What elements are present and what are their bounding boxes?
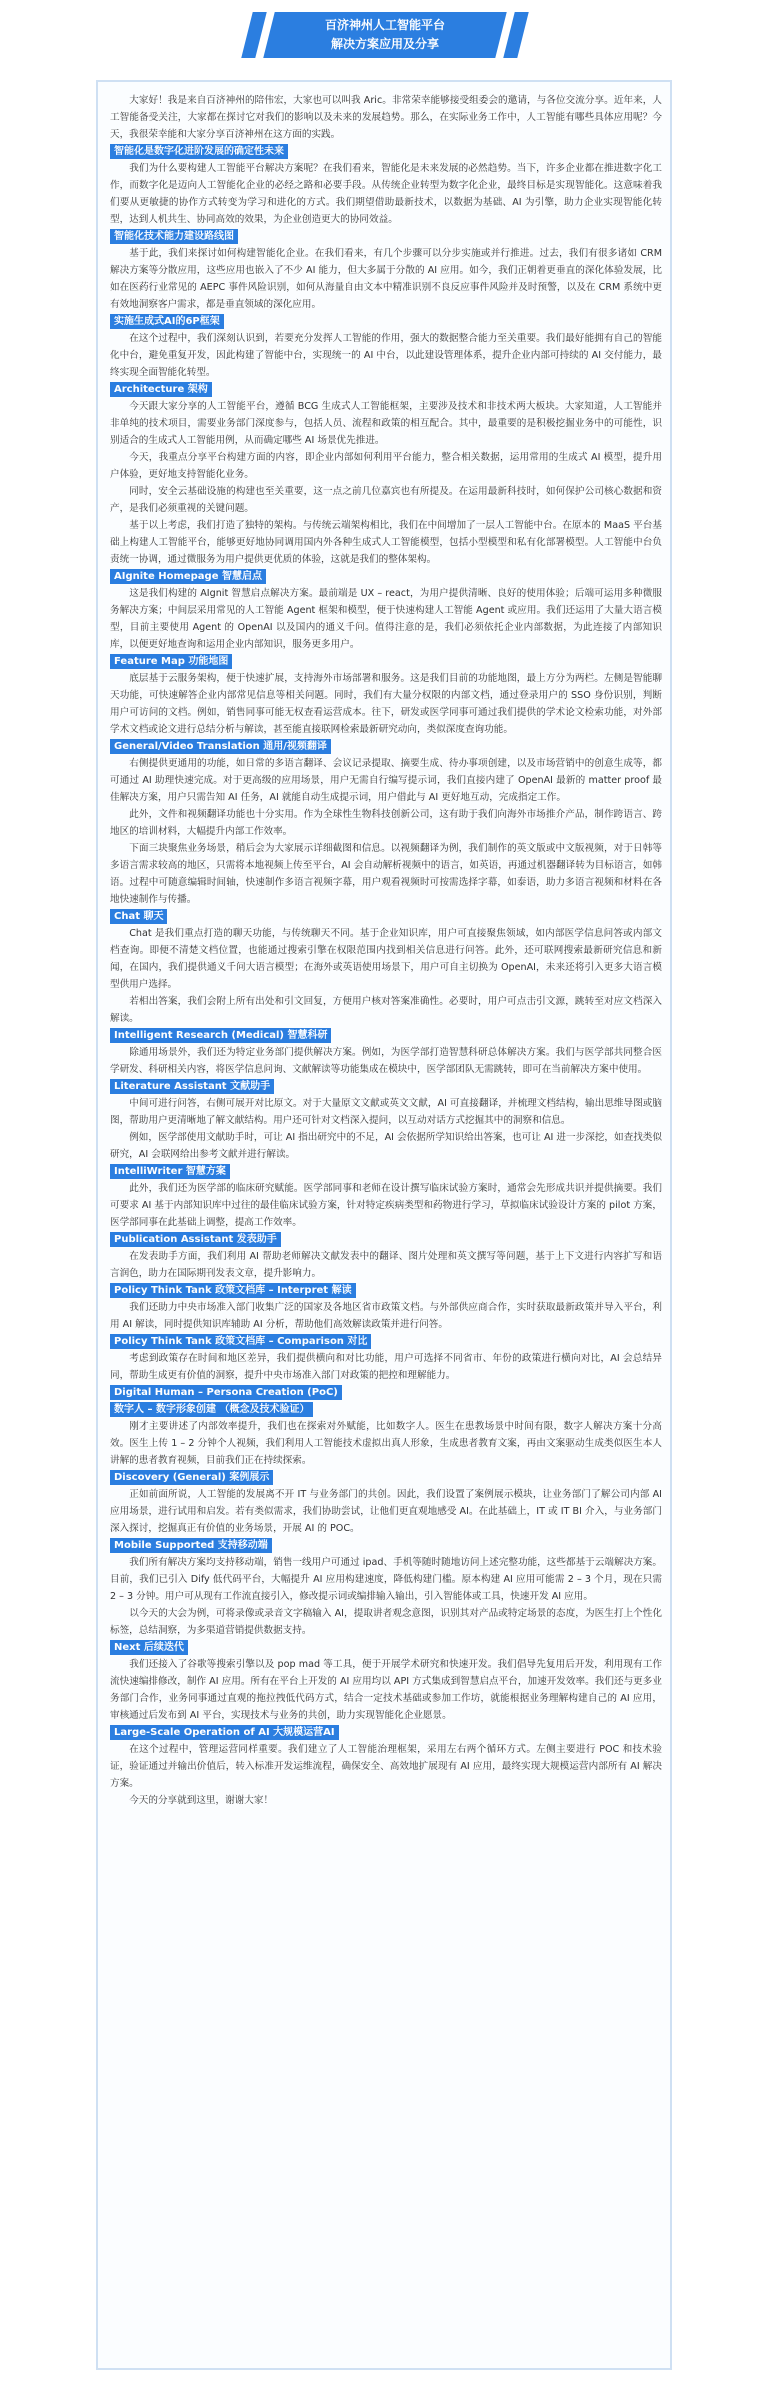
section-heading-row	[110, 653, 662, 670]
body-paragraph: 今天跟大家分享的人工智能平台，遵循 BCG 生成式人工智能框架，主要涉及技术和非技术两大板块。大家知道，人工智能并非单纯的技术项目，需要业务部门深度参与，包括人员、流程和政策的相互配合。其中，最重要的是积极挖掘业务中的可能性，识别适合的生成式人工智能用例，从而确定哪些 AI 场景优先推进。	[110, 401, 662, 446]
section-heading-row	[110, 1724, 662, 1741]
body-paragraph: 大家好！我是来自百济神州的陪伟宏，大家也可以叫我 Aric。非常荣幸能够接受组委会的邀请，与各位交流分享。近年来，人工智能备受关注，大家都在探讨它对我们的影响以及未来的发展趋势。那么，在实际业务工作中，人工智能有哪些具体应用呢？今天，我很荣幸能和大家分享百济神州在这方面的实践。	[110, 95, 662, 140]
section-heading-row	[110, 1401, 662, 1418]
body-paragraph: 我们还助力中央市场准入部门收集广泛的国家及各地区省市政策文档。与外部供应商合作，实时获取最新政策并导入平台，利用 AI 解读，同时提供知识库辅助 AI 分析，帮助他们高效解读政策并进行问答。	[110, 1302, 662, 1330]
body-paragraph: 我们所有解决方案均支持移动端，销售一线用户可通过 ipad、手机等随时随地访问上述完整功能，这些都基于云端解决方案。目前，我们已引入 Dify 低代码平台，大幅提升 AI 应用构建速度，降低构建门槛。原本构建 AI 应用可能需 2 – 3 个月，现在只需 2 – 3 分钟。用户可从现有工作流直接引入，修改提示词或编排输入输出，引入智能体或工具，快速开发 AI 应用。	[110, 1557, 662, 1602]
section-heading: Discovery (General) 案例展示	[110, 1470, 273, 1485]
body-paragraph: 以今天的大会为例，可将录像或录音文字稿输入 AI，提取讲者观念意图，识别其对产品或特定场景的态度，为医生打上个性化标签，总结洞察，为多渠道营销提供数据支持。	[110, 1608, 662, 1636]
section-heading-row	[110, 1078, 662, 1095]
body-paragraph: 底层基于云服务架构，便于快速扩展，支持海外市场部署和服务。这是我们目前的功能地图，最上方分为两栏。左侧是智能聊天功能，可快速解答企业内部常见信息等相关问题。同时，我们有大量分权限的内部文档，通过登录用户的 SSO 身份识别，判断用户可访问的文档。例如，销售同事可能无权查看运营成本。往下，研发或医学同事可通过我们提供的学术论文检索功能，对外部学术文档或论文进行总结分析与解读，甚至能直接联网检索最新研究动向，类似深度查询功能。	[110, 673, 662, 735]
section-heading: Literature Assistant 文献助手	[110, 1079, 274, 1094]
section-heading-row	[110, 908, 662, 925]
section-heading-row	[110, 738, 662, 755]
body-paragraph: 在这个过程中，我们深刻认识到，若要充分发挥人工智能的作用，强大的数据整合能力至关重要。我们最好能拥有自己的智能化中台，避免重复开发，因此构建了智能中台，实现统一的 AI 中台，以此建设管理体系，提升企业内部可持续的 AI 交付能力，最终实现全面智能化转型。	[110, 333, 662, 378]
body-paragraph: 考虑到政策存在时间和地区差异，我们提供横向和对比功能，用户可选择不同省市、年份的政策进行横向对比，AI 会总结异同，帮助生成更有价值的洞察，提升中央市场准入部门对政策的把控和理解能力。	[110, 1353, 662, 1381]
body-paragraph: 中间可进行问答，右侧可展开对比原文。对于大量原文文献或英文文献，AI 可直接翻译，并梳理文档结构，输出思维导图或脑图，帮助用户更清晰地了解文献结构。用户还可针对文档深入提问，以互动对话方式挖掘其中的洞察和信息。	[110, 1098, 662, 1126]
section-heading-row	[110, 228, 662, 245]
body-paragraph: 同时，安全云基础设施的构建也至关重要，这一点之前几位嘉宾也有所提及。在运用最新科技时，如何保护公司核心数据和资产，是我们必须重视的关键问题。	[110, 486, 662, 514]
section-heading-row	[110, 313, 662, 330]
section-heading: Policy Think Tank 政策文档库 – Interpret 解读	[110, 1283, 356, 1298]
section-heading: 数字人 – 数字形象创建 （概念及技术验证）	[110, 1402, 313, 1417]
section-heading-row	[110, 1469, 662, 1486]
section-heading: Large-Scale Operation of AI 大规模运营AI	[110, 1725, 339, 1740]
section-heading: Mobile Supported 支持移动端	[110, 1538, 272, 1553]
section-heading: Policy Think Tank 政策文档库 – Comparison 对比	[110, 1334, 371, 1349]
body-paragraph: 基于此，我们来探讨如何构建智能化企业。在我们看来，有几个步骤可以分步实施或并行推进。过去，我们有很多诸如 CRM 解决方案等分散应用，这些应用也嵌入了不少 AI 能力，但大多属于分散的 AI 应用。如今，我们正朝着更垂直的深化体验发展，比如在医药行业常见的 AEPC 事件风险识别，如何从海量自由文本中精准识别不良反应事件风险并及时预警，以及在 CRM 系统中更有效地洞察客户需求，都是垂直领域的深化应用。	[110, 248, 662, 310]
banner-subtitle: 解决方案应用及分享	[330, 37, 439, 51]
body-paragraph: 例如，医学部使用文献助手时，可让 AI 指出研究中的不足，AI 会依据所学知识给出答案，也可让 AI 进一步深挖，如查找类似研究，AI 会联网给出参考文献并进行解读。	[110, 1132, 662, 1160]
section-heading: 实施生成式AI的6P框架	[110, 314, 224, 329]
section-heading-row	[110, 1163, 662, 1180]
section-heading-row	[110, 381, 662, 398]
banner-text	[269, 12, 501, 58]
section-heading: 智能化技术能力建设路线图	[110, 229, 238, 244]
banner-title: 百济神州人工智能平台	[324, 18, 445, 32]
section-heading: Chat 聊天	[110, 909, 167, 924]
section-heading-row	[110, 1333, 662, 1350]
body-paragraph: 基于以上考虑，我们打造了独特的架构。与传统云端架构相比，我们在中间增加了一层人工智能中台。在原本的 MaaS 平台基础上构建人工智能平台，能够更好地协同调用国内外各种生成式人工智能模型，包括小型模型和私有化部署模型。人工智能中台负责统一协调，通过微服务为用户提供更优质的体验，这就是我们的整体架构。	[110, 520, 662, 565]
section-heading: Next 后续迭代	[110, 1640, 188, 1655]
body-paragraph: 在发表助手方面，我们利用 AI 帮助老师解决文献发表中的翻译、图片处理和英文撰写等问题，基于上下文进行内容扩写和语言润色，助力在国际期刊发表文章，提升影响力。	[110, 1251, 662, 1279]
body-paragraph: 此外，文件和视频翻译功能也十分实用。作为全球性生物科技创新公司，这有助于我们向海外市场推介产品，制作跨语言、跨地区的培训材料，大幅提升内部工作效率。	[110, 809, 662, 837]
body-paragraph: 今天的分享就到这里，谢谢大家！	[129, 1795, 274, 1806]
section-heading: IntelliWriter 智慧方案	[110, 1164, 230, 1179]
body-paragraph: 正如前面所说，人工智能的发展离不开 IT 与业务部门的共创。因此，我们设置了案例展示模块，让业务部门了解公司内部 AI 应用场景，进行试用和启发。若有类似需求，我们协助尝试，让他们更直观地感受 AI。在此基础上，IT 或 IT BI 介入，与业务部门深入探讨，挖掘真正有价值的业务场景，开展 AI 的 POC。	[110, 1489, 662, 1534]
section-heading-row	[110, 1639, 662, 1656]
body-paragraph: 除通用场景外，我们还为特定业务部门提供解决方案。例如，为医学部打造智慧科研总体解决方案。我们与医学部共同整合医学研发、科研相关内容，将医学信息问询、文献解读等功能集成在模块中，医学部团队无需跳转，即可在当前解决方案中使用。	[110, 1047, 662, 1075]
body-paragraph: 这是我们构建的 AIgnit 智慧启点解决方案。最前端是 UX – react，为用户提供清晰、良好的使用体验；后端可运用多种微服务解决方案；中间层采用常见的人工智能 Agent 框架和模型，便于快速构建人工智能 Agent 或应用。我们还运用了大量大语言模型，目前主要使用 Agent 的 OpenAI 以及国内的通义千问。值得注意的是，我们必须依托企业内部数据，为此连接了内部知识库，以便更好地查询和运用企业内部知识，服务更多用户。	[110, 588, 662, 650]
section-heading: Architecture 架构	[110, 382, 212, 397]
body-paragraph: 下面三块聚焦业务场景，稍后会为大家展示详细截图和信息。以视频翻译为例，我们制作的英文版或中文版视频，对于日韩等多语言需求较高的地区，只需将本地视频上传至平台，AI 会自动解析视频中的语言，如英语，再通过机器翻译转为目标语言，如韩语。过程中可随意编辑时间轴，快速制作多语言视频字幕，用户观看视频时可按需选择字幕，如泰语，助力多语言视频和材料在各地快速制作与传播。	[110, 843, 662, 905]
banner-left-stripe	[241, 12, 266, 58]
section-heading: General/Video Translation 通用/视频翻译	[110, 739, 331, 754]
body-paragraph: 今天，我重点分享平台构建方面的内容，即企业内部如何利用平台能力，整合相关数据，运用常用的生成式 AI 模型，提升用户体验，更好地支持智能化业务。	[110, 452, 662, 480]
body-paragraph: 在这个过程中，管理运营同样重要。我们建立了人工智能治理框架，采用左右两个循环方式。左侧主要进行 POC 和技术验证，验证通过并输出价值后，转入标准开发运维流程，确保安全、高效地扩展现有 AI 应用，最终实现大规模运营内部所有 AI 解决方案。	[110, 1744, 662, 1789]
section-heading-row	[110, 143, 662, 160]
body-paragraph: 我们为什么要构建人工智能平台解决方案呢？在我们看来，智能化是未来发展的必然趋势。当下，许多企业都在推进数字化工作，而数字化是迈向人工智能化企业的必经之路和必要手段。从传统企业转型为数字化企业，最终目标是实现智能化。这意味着我们要从更敏捷的协作方式转变为学习和进化的方式。我们期望借助最新技术，以数据为基础、AI 为引擎，助力企业实现智能化转型，达到人机共生、协同高效的效果，为企业创造更大的协同效益。	[110, 163, 662, 225]
section-heading: Feature Map 功能地图	[110, 654, 232, 669]
section-heading-row	[110, 1282, 662, 1299]
body-paragraph: 若相出答案，我们会附上所有出处和引文回复，方便用户核对答案准确性。必要时，用户可点击引文源，跳转至对应文档深入解读。	[110, 996, 662, 1024]
section-heading: 智能化是数字化进阶发展的确定性未来	[110, 144, 288, 159]
section-heading-row	[110, 1027, 662, 1044]
body-paragraph: 刚才主要讲述了内部效率提升，我们也在探索对外赋能，比如数字人。医生在患教场景中时间有限，数字人解决方案十分高效。医生上传 1 – 2 分钟个人视频，我们利用人工智能技术虚拟出真人形象，生成患者教育文案，再由文案驱动生成类似医生本人讲解的患者教育视频，目前我们正在持续探索。	[110, 1421, 662, 1466]
body-paragraph: Chat 是我们重点打造的聊天功能，与传统聊天不同。基于企业知识库，用户可直接聚焦领域，如内部医学信息问答或内部文档查询。即便不清楚文档位置，也能通过搜索引擎在权限范围内找到相关信息进行问答。此外，还可联网搜索最新研究信息和新闻，在国内，我们提供通义千问大语言模型；在海外或英语使用场景下，用户可自主切换为 OpenAI，未来还将引入更多大语言模型供用户选择。	[110, 928, 662, 990]
section-heading-row	[110, 568, 662, 585]
section-heading: Digital Human – Persona Creation (PoC)	[110, 1385, 342, 1400]
banner-right-stripe	[503, 12, 528, 58]
article-body	[110, 92, 662, 1809]
section-heading-row	[110, 1537, 662, 1554]
body-paragraph: 右侧提供更通用的功能，如日常的多语言翻译、会议记录提取、摘要生成、待办事项创建，以及市场营销中的创意生成等，都可通过 AI 助理快速完成。对于更高级的应用场景，用户无需自行编写提示词，我们直接内建了 OpenAI 最新的 matter proof 最佳解决方案，用户只需告知 AI 任务，AI 就能自动生成提示词，用户借此与 AI 更好地互动，完成指定工作。	[110, 758, 662, 803]
body-paragraph: 我们还接入了谷歌等搜索引擎以及 pop mad 等工具，便于开展学术研究和快速开发。我们倡导先复用后开发，利用现有工作流快速编排修改，制作 AI 应用。所有在平台上开发的 AI 应用均以 API 方式集成到智慧启点平台，加速开发效率。我们还与更多业务部门合作，业务同事通过直观的拖拉拽低代码方式，结合一定技术基础或参加工作坊，就能根据业务理解构建自己的 AI 应用，审核通过后发布到 AI 平台，实现技术与业务的共创，助力实现智能化企业愿景。	[110, 1659, 662, 1721]
section-heading: Publication Assistant 发表助手	[110, 1232, 281, 1247]
body-paragraph: 此外，我们还为医学部的临床研究赋能。医学部同事和老师在设计撰写临床试验方案时，通常会先形成共识并提供摘要。我们可要求 AI 基于内部知识库中过往的最佳临床试验方案，针对特定疾病类型和药物进行学习，草拟临床试验设计方案的 pilot 方案，医学部同事在此基础上调整，提高工作效率。	[110, 1183, 662, 1228]
section-heading-row	[110, 1231, 662, 1248]
section-heading: Intelligent Research (Medical) 智慧科研	[110, 1028, 331, 1043]
section-heading: AIgnite Homepage 智慧启点	[110, 569, 266, 584]
section-heading-row	[110, 1384, 662, 1401]
